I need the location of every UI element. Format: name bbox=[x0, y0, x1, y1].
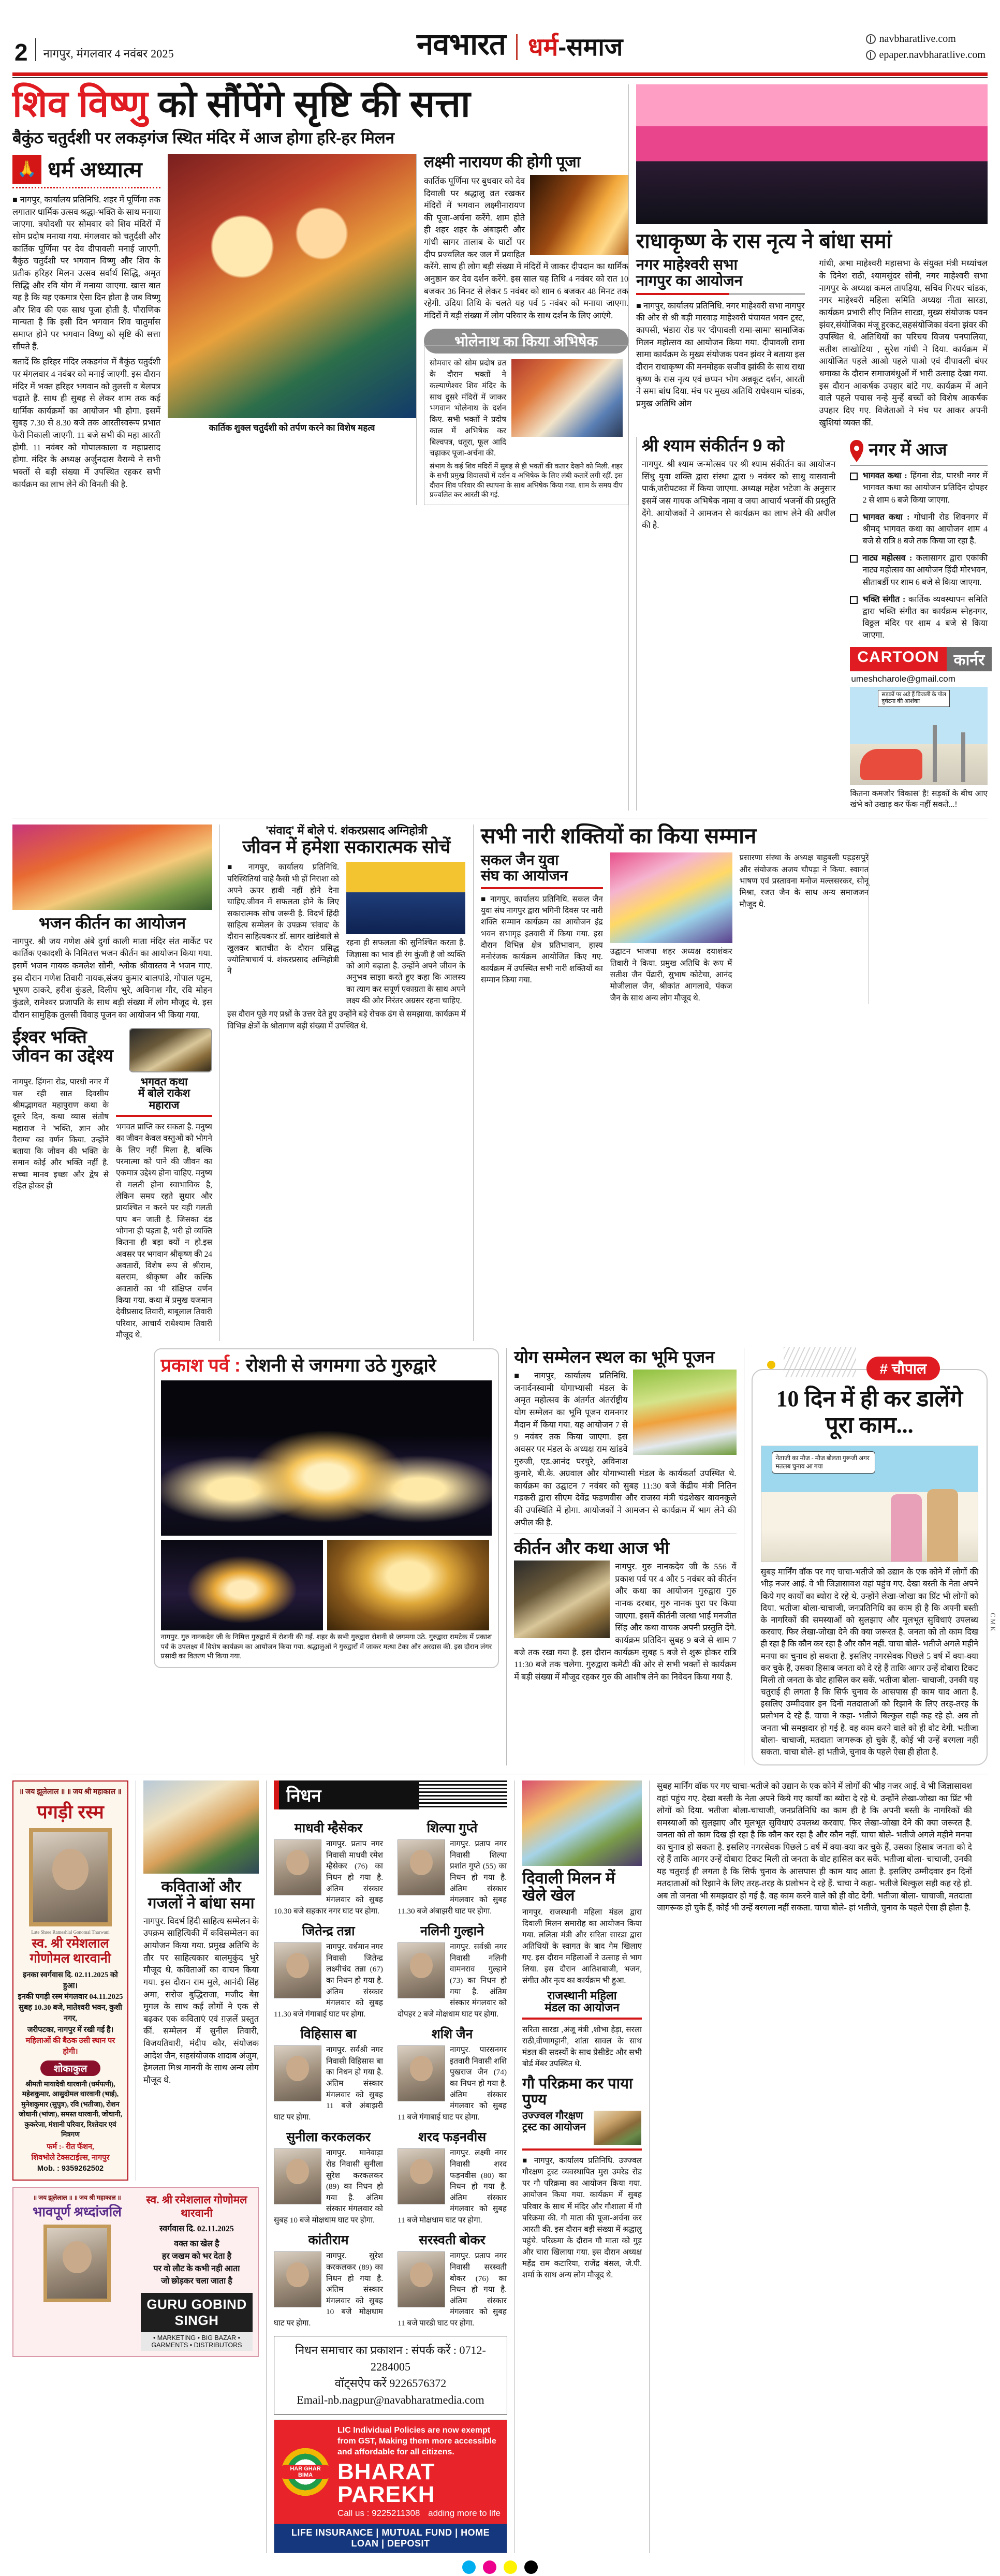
prakash-label-red: प्रकाश पर्व : bbox=[160, 1355, 241, 1376]
list-item[interactable] bbox=[850, 552, 988, 588]
right-top-block bbox=[628, 84, 988, 811]
section-title bbox=[528, 30, 623, 63]
nagar-aaj-list bbox=[850, 470, 988, 641]
obit-text: नागपुर. सर्वश्री नगर निवासी विहिसास बा का निधन हो गया है. अंतिम संस्कार मंगलवार को सुबह 11 बजे अंबाझरी घाट पर होगा. bbox=[274, 2045, 383, 2122]
cmyk-yellow bbox=[504, 2560, 517, 2574]
memorial-1-shok-badge: शोकाकुल bbox=[40, 2060, 101, 2076]
memorial-1-photo-caption: Late Shree Rameshlal Gonomal Tharwani bbox=[31, 1930, 110, 1935]
bhajan-body: नागपुर. श्री जय गणेश अंबे दुर्गा काली माता मंदिर संत मार्केट पर कार्तिक एकादशी के निमितत्त भजन कीर्तन का आयोजन किया गया. इसमें भजन गायक कमलेश सोनी, श्लोक श्रीवास्तव ने भजन गाए. इस दौरान गणेश तिवारी नायक,संजय कुमार बालपांडे, गोपाल पट्टम, भूषण ठाकरे, हरीश कुंडले, दिलीप भुरे, अविनाश गौर, रवि मोहन कुंडले, रामेश्वर प्रजापति के साथ बड़ी संख्या में लोग मौजूद थे. इस दौरान सामुहिक तुलसी विवाह पूजन का आयोजन भी किया गया. bbox=[12, 936, 212, 1020]
obituary-entry bbox=[274, 1922, 383, 2020]
chaupal-artwork bbox=[761, 1446, 979, 1562]
memorial-1-photo bbox=[29, 1828, 112, 1926]
ishwar-kicker-3: महाराज bbox=[149, 1099, 180, 1111]
event-label: भागवत कथा : bbox=[862, 472, 907, 481]
memorial-1-name: स्व. श्री रमेशलाल गोणोमल थारवानी bbox=[30, 1937, 111, 1966]
samvad-col-3: इस दौरान पूछे गए प्रश्नों के उत्तर देते हुए उन्होंने बड़े रोचक ढंग से समझाया. कार्यक्रम में विभिन्न क्षेत्रों के श्रोतागण बड़ी संख्या में उपस्थित थे. bbox=[227, 1010, 466, 1031]
event-text: गोधानी रोड शिवनगर में श्रीमद् भागवत कथा का आयोजन शाम 4 बजे से रात्रि 8 बजे तक किया जा रहा है. bbox=[862, 512, 988, 546]
samvad-block bbox=[219, 825, 473, 1341]
website-url[interactable]: navbharatlive.com bbox=[879, 33, 956, 45]
memorial-1-firm-2: शिवभोले टेक्सटाईल्स, नागपुर bbox=[31, 2153, 110, 2162]
shyam-body: नागपुर. श्री श्याम जन्मोत्सव पर श्री श्याम संकीर्तन का आयोजन सिंधु युवा शक्ति द्वारा संस्था द्वारा 9 नवंबर को साधु वासवानी पार्क,जरीपटका में किया जाएगा. अध्यक्ष महेश भटेजा के अनुसार इसमें जस गायक अभिषेक नामा व जया आचार्य भजनों की प्रस्तुति देंगे. आयोजकों ने आमजन से कार्यक्रम का लाभ लेने की अपील की है. bbox=[642, 459, 836, 531]
obit-name: नलिनी गुल्हाने bbox=[420, 1924, 484, 1939]
laxmi-body: कार्तिक पूर्णिमा पर बुधवार को देव दिवाली पर श्रद्धालु व्रत रखकर मंदिरों में भगवान लक्ष्मीनारायण की पूजा-अर्चना करेंगे. शाम होते ही शहर शहर के अंबाझरी और गांधी सागर तालाब के घाटों पर दीप प्रज्वलित कर जल में प्रवाहित करेंगे. साथ ही लोग बड़ी संख्या में मंदिरों में जाकर दीपदान का धार्मिक अनुष्ठान कर देव दर्शन करेंगे. इस साल यह तिथि 4 नवंबर को रात 10 बजकर 36 मिनट से लेकर 5 नवंबर को शाम 6 बजकर 48 मिनट तक रहेगी. उदिया तिथि के चलते यह पर्व 5 नवंबर को मनाया जाएगा. मंदिरों में बड़ी संख्या में लोग परिवार के साथ दर्शन के लिए आएंगे. bbox=[424, 175, 628, 320]
abhishek-photo bbox=[511, 359, 623, 437]
memorial-2-poem-1: वक्त का खेल है bbox=[174, 2239, 219, 2248]
masthead-center bbox=[174, 22, 866, 63]
nari-headline: सभी नारी शक्तियों का किया सम्मान bbox=[481, 823, 757, 848]
gurudwara-photo-2 bbox=[161, 1540, 323, 1630]
bharat-parekh-text bbox=[337, 2425, 501, 2519]
checkbox-icon bbox=[850, 596, 858, 604]
radha-col-1-body: ■ नागपुर, कार्यालय प्रतिनिधि. नगर माहेश्वरी सभा नागपुर की ओर से श्री बड़ी मारवाड़ माहेश्वरी पंचायत भवन ट्रस्ट, कापसी, भंडारा रोड पर 'दीपावली रामा-सामा' सामाजिक मिलन महोत्सव का आयोजन किया गया. दीपावली रामा सामा कार्यक्रम के मुख्य संयोजक पवन झंवर ने बताया इस दौरान राधाकृष्ण की मनमोहक सजीव झांकी के साथ राधा कृष्ण के रास नृत्य एवं छप्पन भोग अन्नकूट दर्शन, आरती ने समा बांध दिया. मंच पर मुख्य अतिथि राधेश्याम चांडक, प्रमुख अतिथि ओम bbox=[636, 300, 805, 408]
nari-col-1: ■ नागपुर, कार्यालय प्रतिनिधि. सकल जैन युवा संघ नागपुर द्वारा भगिनी दिवस पर नारी शक्ति सम्मान कार्यक्रम का आयोजन इंद्र भवन सभागृह इतवारी में किया गया. इस दौरान विभिन्न क्षेत्र प्रतिभावान, हास्य मनोरंजक कार्यक्रम आयोजित किए गए. कार्यक्रम में उपस्थित सभी नारी शक्तियों का सम्मान किया गया. bbox=[481, 894, 603, 985]
obituary-entry bbox=[398, 2128, 507, 2226]
radha-columns bbox=[636, 257, 988, 429]
memorial-1-family: श्रीमती मायादेवी थारवानी (धर्मपत्नी), महेशकुमार, आसुदोमल थारवानी (भाई), मुनेशकुमार (सुपुत्र), रवि (भतीजा), रोशन जोधानी (भांजा), समस्त थारवानी, जोधानी, कुकरेजा, मंशानी परिवार, रिश्तेदार एवं मित्रगण bbox=[19, 2080, 122, 2139]
cartoon-label-en: CARTOON bbox=[850, 647, 946, 671]
bholenath-header: भोलेनाथ का किया अभिषेक bbox=[424, 329, 628, 354]
memorial-2-photo bbox=[43, 2225, 111, 2302]
gau-body: ■ नागपुर, कार्यालय प्रतिनिधि. उज्ज्वल गौरक्षण ट्रस्ट व्यवस्थापित मुरा उमरेड रोड पर गौ परिक्रमा का आयोजन किया गया. आयोजन किया गया. कार्यक्रम में सुबह परिवार के साथ में मंदिर और गौशाला में गौ परिक्रमा की. गौ माता की पूजा-अर्चना कर आरती की. इस दौरान बड़ी संख्या में श्रद्धालु पहुंचे. परिक्रमा के दौरान गौ माता को गुड़ और चारा खिलाया गया. इस दौरान अध्यक्ष महेंद्र राम कटारिया, राजेंद्र बंसल, जे.पी. शर्मा के साथ अन्य लोग मौजूद थे. bbox=[522, 2156, 642, 2279]
nari-col-2: उद्घाटन भाजपा शहर अध्यक्ष दयाशंकर तिवारी ने किया. प्रमुख अतिथि के रूप में सतीश जैन पेंढारी, सुभाष कोटेचा, आनंद मोजीलाल जैन, श्रीकांत आगलावे, पंकज जैन के साथ अन्य लोग मौजूद थे. bbox=[610, 947, 732, 1003]
bhajan-headline: भजन कीर्तन का आयोजन bbox=[38, 914, 186, 932]
obituary-entry bbox=[274, 2025, 383, 2123]
chaupal-block bbox=[744, 1348, 988, 1765]
memorial-1-firm-1: फर्म :- रीत फॅशन, bbox=[47, 2142, 94, 2151]
bharat-parekh-services: LIFE INSURANCE | MUTUAL FUND | HOME LOAN | DEPOSIT bbox=[274, 2524, 507, 2553]
lead-col-1 bbox=[12, 154, 168, 505]
nagar-aaj-title: नगर में आज bbox=[869, 440, 947, 460]
diwali-kicker-2: मंडल का आयोजन bbox=[545, 2001, 620, 2014]
obit-text: नागपुर. सुरेश करकलकर (89) का निधन हो गया है. अंतिम संस्कार मंगलवार को सुबह 10 बजे मोक्षधाम घाट पर होगा. bbox=[274, 2251, 383, 2328]
memorial-1-col bbox=[12, 1780, 136, 2181]
edge-color-mark: CMK bbox=[989, 1613, 997, 1633]
lead-columns bbox=[12, 154, 628, 505]
prakash-block bbox=[154, 1348, 507, 1765]
checkbox-icon bbox=[850, 555, 858, 563]
yog-block bbox=[506, 1348, 743, 1765]
har-ghar-bima-logo bbox=[281, 2447, 330, 2497]
memorial-2-brand-sub: • MARKETING • BIG BAZAR • GARMENTS • DISTRIBUTORS bbox=[141, 2332, 253, 2351]
ishwar-body-row bbox=[12, 1077, 212, 1341]
samvad-kicker: 'संवाद' में बोले पं. शंकरप्रसाद अग्निहोत्री bbox=[266, 823, 428, 837]
event-label: नाट्य महोत्सव : bbox=[862, 554, 913, 563]
kavita-body: नागपुर. विदर्भ हिंदी साहित्य सम्मेलन के उपक्रम साहित्यिकी में कविसम्मेलन का आयोजन किया गया. प्रमुख अतिथि के तौर पर साहित्यकार बालमुकुंद भुरे मौजूद थे. कविताओं का वाचन किया गया. इस दौरान राम मुले, आनंदी सिंह अमा, सरोज बुद्धिराजा, मजीद बेग़ मुगल के साथ कई लोगों ने एक से बढ़कर एक कविताएं एवं ग़ज़लें प्रस्तुत कीं. सम्मेलन में सुनील तिवारी, विजयतिवारी, मंदीप कौर, संयोजक आदेश जैन, सहसंयोजक शादाब अंजुम, हेमलता मिश्र मानवी के साथ अन्य लोग मौजूद थे. bbox=[143, 1916, 259, 2085]
bharat-parekh-sub bbox=[337, 2508, 501, 2519]
obit-name: शिल्पा गुप्ते bbox=[427, 1821, 478, 1836]
kirtan-headline: कीर्तन और कथा आज भी bbox=[514, 1538, 670, 1558]
radha-redline bbox=[636, 293, 805, 295]
brand-separator bbox=[516, 34, 518, 60]
ishwar-kicker-2: में बोले राकेश bbox=[138, 1087, 190, 1100]
memorial-1-line-5: महिलाओं की बैठक उसी स्थान पर होगी। bbox=[25, 2036, 115, 2056]
nari-redline bbox=[481, 887, 603, 889]
obit-name: शशि जैन bbox=[431, 2027, 473, 2042]
nari-kicker-2: संघ का आयोजन bbox=[481, 867, 568, 884]
gau-photo bbox=[594, 2111, 641, 2145]
lead-body-2: बतादें कि हरिहर मंदिर लकडगंज में बैकुंठ चतुर्दशी पर मंगलवार 4 नवंबर को मनाई जाएगी. इस दौरान मंदिर में भक्त हरिहर भगवान को तुलसी व बेलपत्र चढ़ाते हैं. साथ ही सुबह से लेकर शाम तक कई धार्मिक कार्यक्रमों का आयोजन भी होगा. इसमें सुबह 7.30 से 8.30 बजे तक आरतीस्वरूप प्रभात फेरी निकाली जाएगी. 11 बजे सभी की महा आरती होगी. 11 नवंबर को गोपालकाला व महाप्रसाद होगा. मंदिर के अध्यक्ष अर्जुनदास वैराग्ये ने सभी भक्तों से बड़ी संख्या में उपस्थित रहकर सभी कार्यक्रम का लाभ लेने की विनती की है. bbox=[12, 357, 160, 489]
obit-portrait bbox=[274, 1942, 321, 1998]
obit-portrait bbox=[398, 1942, 445, 1998]
obituary-entry bbox=[398, 2231, 507, 2329]
bholenath-body: सोमवार को सोम प्रदोष व्रत के दौरान भक्तों ने कल्याणेश्वर शिव मंदिर के साथ दूसरे मंदिरों में जाकर भगवान भोलेनाथ के दर्शन किए. सभी भक्तों ने प्रदोष काल में अभिषेक कर बिल्वपत्र, धतूरा, फूल आदि चढ़ाकर पूजा-अर्चना की. bbox=[430, 359, 506, 458]
nari-kicker-1: सकल जैन युवा bbox=[481, 852, 559, 869]
nidhan-grid-2 bbox=[274, 2226, 507, 2329]
obit-name: कांतीराम bbox=[308, 2233, 349, 2248]
diwali-lead: नागपुर. राजस्थानी महिला मंडल द्वारा दिवाली मिलन समारोह का आयोजन किया गया. ललिता मंत्री और सरिता सारडा द्वारा अतिथियों के स्वागत के बाद गेम खिलाए गए. इस दौरान महिलाओं ने उत्साह से भाग लिया. इस दौरान आतिशबाजी, भजन, संगीत और नृत्य का कार्यक्रम भी हुआ. bbox=[522, 1907, 642, 1985]
ishwar-head-row bbox=[12, 1028, 212, 1072]
radha-kicker-2: नागपुर का आयोजन bbox=[636, 273, 743, 290]
ishwar-headline-1: ईश्वर भक्ति bbox=[12, 1027, 87, 1048]
bholenath-block bbox=[424, 329, 628, 505]
gurudwara-photo-row bbox=[161, 1540, 492, 1630]
memorial-2-jai: ॥ जय झूलेलाल ॥ ॥ जय श्री महाकाल ॥ bbox=[33, 2194, 121, 2202]
epaper-row[interactable] bbox=[866, 47, 986, 63]
cmyk-registration-marks bbox=[12, 2553, 988, 2576]
cartoon-artwork bbox=[850, 687, 988, 785]
nari-columns bbox=[481, 852, 988, 1004]
cartoon-email[interactable]: umeshcharole@gmail.com bbox=[851, 673, 955, 684]
shyam-block bbox=[636, 437, 843, 811]
obit-name: विहिसास बा bbox=[300, 2027, 357, 2042]
obit-portrait bbox=[274, 2251, 321, 2307]
ishwar-kicker-1: भगवत कथा bbox=[140, 1076, 188, 1088]
maheshwari-stage-photo bbox=[636, 84, 988, 224]
diya-photo bbox=[530, 175, 628, 255]
memorial-2-brand: GURU GOBIND SINGH bbox=[141, 2293, 253, 2332]
masthead-red-rule bbox=[12, 72, 988, 76]
katha-photo bbox=[129, 1028, 212, 1072]
lead-headline-black: को सौंपेंगे सृष्टि की सत्ता bbox=[148, 83, 470, 125]
electric-pole-icon bbox=[933, 725, 937, 782]
nagar-aaj-header bbox=[850, 437, 988, 461]
nidhan-header bbox=[274, 1780, 507, 1809]
obit-portrait bbox=[398, 2251, 445, 2307]
globe-icon bbox=[866, 34, 876, 44]
memorial-2-name: स्व. श्री रमेशलाल गोणोमल थारवानी bbox=[146, 2194, 247, 2220]
laxmi-headline: लक्ष्मी नारायण की होगी पूजा bbox=[424, 154, 581, 171]
obit-portrait bbox=[274, 1839, 321, 1895]
obituary-entry bbox=[274, 1819, 383, 1917]
brand-logo[interactable]: नवभारत bbox=[416, 27, 506, 61]
villagers-doodle-icon bbox=[784, 1347, 856, 1377]
lead-photo-col bbox=[168, 154, 416, 505]
radha-col-2-body: गांधी, अभा माहेश्वरी महासभा के संयुक्त मंत्री मध्यांचल के दिनेश राठी, श्यामसुंदर सोनी, नगर माहेश्वरी सभा नागपुर के अध्यक्ष कमल तापड़िया, सचिव गिरधर चांडक, नगर माहेश्वरी महिला समिति अध्यक्ष नीता सारडा, कार्यक्रम प्रभारी सीए नितिन सारडा, मुख्य संयोजक पवन झंवर,संयोजिका मंजू हुरकट,सहसंयोजिका वंदना झंवर की उपस्थित थे. अतिथियों का परिचय विजय पनपालिया, सतीश लाखोटिया , सुरेश गांधी ने दिया. कार्यक्रम में आयोजित पहले आओ पहले पाओ एवं दीपावली बंपर धमाका के दौरान समाजबंधुओं में भारी उत्साह देखा गया. इस दौरान आकर्षक उपहार बांटे गए. कार्यक्रम में आने वाले पहले पचास नन्हे मुन्हें बच्चों को विशेष आकर्षक उपहार दिए गए. विजेताओं ने मंच पर आकर अपनी खुशियां व्यक्त कीं. bbox=[819, 258, 988, 428]
event-text: हिंगना रोड, पारधी नगर में भागवत कथा का आयोजन प्रतिदिन दोपहर 2 से शाम 6 बजे किया जाएगा. bbox=[862, 472, 988, 505]
obit-text: नागपुर. प्रताप नगर निवासी शिल्पा प्रशांत गुप्ते (55) का निधन हो गया है. अंतिम संस्कार मंगलवार को सुबह 11.30 बजे अंबाझरी घाट पर होगा. bbox=[398, 1839, 507, 1916]
prakash-label-black: रोशनी से जगमगा उठे गुरुद्वारे bbox=[240, 1355, 436, 1376]
chaupal-figure-1 bbox=[891, 1494, 922, 1562]
cartoon-block bbox=[850, 647, 988, 811]
nidhan-contact-line-1: निधन समाचार का प्रकाशन : संपर्क करें : 0712-2284005 bbox=[295, 2344, 486, 2374]
dharma-adhyatm-label bbox=[12, 154, 160, 184]
obit-portrait bbox=[274, 2148, 321, 2204]
obit-name: सुनीला करकलकर bbox=[286, 2130, 371, 2145]
memorial-2-poem-4: जो छोड़कर चला जाता है bbox=[161, 2276, 232, 2286]
har-ghar-bima-text: HAR GHAR BIMA bbox=[281, 2465, 330, 2479]
bharat-parekh-top bbox=[274, 2420, 507, 2524]
chaupal-tag: # चौपाल bbox=[866, 1357, 940, 1380]
samvad-col-2: रहना ही सफलता की सुनिश्चित करता है. जिज्ञासा का भाव ही रंग कुंजी है जो व्यक्ति को आगे बढ़ाता है. उन्होंने अपने जीवन के अनुभव साझा करते हुए कहा कि आलस्य का त्याग कर सपूर्ण एकाग्रता के साथ अपने लक्ष्य की ओर निरंतर अग्रसर रहना चाहिए. bbox=[346, 938, 465, 1005]
memorial-1-jai: ॥ जय झूलेलाल ॥ ॥ जय श्री महाकाल ॥ bbox=[19, 1788, 122, 1797]
band2-left bbox=[12, 825, 219, 1341]
masthead-thin-rule bbox=[12, 77, 988, 78]
cmyk-black bbox=[524, 2560, 538, 2574]
lead-headline-red: शिव विष्णु bbox=[12, 83, 148, 125]
list-item[interactable] bbox=[850, 511, 988, 548]
nidhan-col-1 bbox=[274, 1815, 390, 2226]
kavita-photo bbox=[143, 1780, 259, 1874]
obituary-entry bbox=[398, 1819, 507, 1917]
bharat-parekh-call[interactable]: Call us : 9225211308 bbox=[337, 2508, 420, 2519]
obit-text: नागपुर. प्रताप नगर निवासी माधवी रमेश म्हैसेकर (76) का निधन हो गया है. अंतिम संस्कार मंगलवार को सुबह 10.30 बजे सहकार नगर घाट पर होगा. bbox=[274, 1839, 383, 1916]
cartoon-caption: कितना कमजोर 'विकास' है! सड़कों के बीच आए खंभे को उखाड़ कर फेंक नहीं सकते...! bbox=[850, 789, 988, 809]
diwali-milan-photo bbox=[522, 1780, 642, 1866]
bharat-parekh-name: BHARAT PAREKH bbox=[337, 2459, 435, 2508]
bharat-parekh-tagline: adding more to life bbox=[428, 2508, 501, 2519]
band3-spacer bbox=[12, 1348, 154, 1765]
chaupal-continuation bbox=[649, 1780, 972, 2553]
obit-text: नागपुर. लक्ष्मी नगर निवासी शरद फड़नवीस (80) का निधन हो गया है. अंतिम संस्कार मंगलवार को सुबह 11 बजे मोक्षधाम घाट पर होगा. bbox=[398, 2148, 507, 2225]
chaupal-dot-icon bbox=[767, 1361, 775, 1369]
laxmi-block bbox=[416, 154, 628, 505]
nari-col-3: प्रसारणा संस्था के अध्यक्ष बाहुबली पहड़सपुरे और संयोजक अजय चौपड़ा ने किया. स्वागत भाषण एवं प्रस्तावना मनोज मल्लसरकर, सोनू मिश्रा, रजत जैन के साथ अन्य समाजजन मौजूद थे. bbox=[739, 853, 869, 909]
obit-text: नागपुर. पारसनगर इतवारी निवासी शशि पुखराज जैन (74) का निधन हो गया है. अंतिम संस्कार मंगलवार को सुबह 11 बजे गंगाबाई घाट पर होगा. bbox=[398, 2045, 507, 2122]
cmyk-cyan bbox=[462, 2560, 476, 2574]
obit-name: सरस्वती बोकर bbox=[419, 2233, 486, 2248]
prakash-caption: नागपुर. गुरु नानकदेव जी के निमित्त गुरुद्वारों में रोशनी की गई. शहर के सभी गुरुद्वारा रोशनी से जगमगा उठे. गुरुद्वारा रामटेक में प्रकाश पर्व के उपलक्ष्य में विशेष कार्यक्रम का आयोजन किया गया. श्रद्धालुओं ने गुरुद्वारों में जाकर मत्था टेका और अरदास की. इस दौरान लंगर प्रसादी का वितरण भी किया गया. bbox=[160, 1633, 492, 1660]
obituary-entry bbox=[274, 2231, 383, 2329]
section-title-black: -समाज bbox=[558, 34, 623, 61]
band-3 bbox=[12, 1348, 988, 1765]
globe-icon bbox=[866, 50, 876, 60]
obituary-entry bbox=[274, 2128, 383, 2226]
nidhan-block bbox=[266, 1780, 514, 2553]
obit-name: माधवी म्हैसेकर bbox=[294, 1821, 363, 1836]
memorial-1-line-3: सुबह 10.30 बजे, मातेश्वरी भवन, कुशी नगर, bbox=[19, 2004, 122, 2023]
ishwar-col-2: भगवत प्राप्ति कर सकता है. मनुष्य का जीवन केवल वस्तुओं को भोगने के लिए नहीं मिला है, बल्कि परमात्मा को पाने की जीवन का एकमात्र उद्देश्य होना चाहिए. मनुष्य से गलती होना स्वाभाविक है, लेकिन समय रहते सुधार और प्रायश्चित न करने पर यही गलती पाप बन जाती है. जिसका दंड भोगना ही पड़ता है, भरी हो व्यक्ति कितना ही बड़ा क्यों न हो.इस अवसर पर भगवान श्रीकृष्ण की 24 अवतारों, विशेष रूप से श्रीराम, बलराम, श्रीकृष्ण और कल्कि अवतारों का भी संक्षिप्त वर्णन किया गया. कथा में प्रमुख यजमान देवीप्रसाद तिवारी, बाबूलाल तिवारी परिवार, आचार्य राधेश्याम तिवारी मौजूद थे. bbox=[116, 1122, 212, 1339]
chaupal-body: सुबह मार्निंग वॉक पर गए चाचा-भतीजे को उद्यान के एक कोने में लोगों की भीड़ नजर आई. वे भी जिज्ञासावश वहां पहुंच गए. देखा बस्ती के नेता अपने किये गए कार्यों का ब्योरा दे रहे थे. उन्होंने लेखा-जोखा का प्रिंट भी लोगों को दिया. भतीजा बोला-चाचाजी, जनप्रतिनिधि का काम ही है कि अपनी बस्ती के नागरिकों की समस्याओं को सुलझाए और मूलभूत सुविधाएं उपलब्ध करवाए. फिर लेखा-जोखा देने की क्या जरूरत है. जनता को तो काम दिख ही रहा है कि कौन कर रहा है और कौन नहीं. चाचा बोले- भतीजे अगले महीने मनपा का चुनाव हो सकता है. इसलिए नगरसेवक पिछले 5 वर्ष में क्या-क्या कर चुके हैं, उसका हिसाब जनता को दे रहे हैं ताकि आगर उन्हें दोबारा टिकट मिली तो जनता के वोट हासिल कर सकें. भतीजा बोला- चाचाजी, उनकी यह चतुराई ही लगता है कि सिर्फ चुनाव के आसपास ही काम याद आता है. इसलिए उम्मीदवार इन दिनों मतदाताओं को रिझाने के लिए तरह-तरह के प्रलोभन दे रहे हैं. चाचा ने कहा- भतीजे बिल्कुल सही कह रहे हो. अब तो जनता भी समझदार हो गई है. वह काम करने वाले को ही वोट देगी. भतीजा बोला- चाचाजी, मतदाता जागरूक हो चुके हैं, कोई भी उन्हें बरगला नहीं सकता. चाचा बोले- हां भतीजे, चुनाव के पहले ऐसा ही होता है. bbox=[760, 1568, 978, 1757]
memorial-2-poem-2: हर जखम को भर देता है bbox=[161, 2251, 231, 2261]
event-text: कार्तिक व्यवस्थापन समिति द्वारा भक्ति संगीत का कार्यक्रम स्नेहनगर, विठ्ठल मंदिर पर शाम 4 बजे से किया जाएगा. bbox=[862, 595, 988, 640]
samvad-col-1: ■ नागपुर, कार्यालय प्रतिनिधि. परिस्थितियां चाहे कैसी भी हों निराशा को अपने ऊपर हावी नहीं होने देना चाहिए.जीवन में सफलता होने के लिए सकारात्मक सोच जरूरी है. विदर्भ हिंदी साहित्य सम्मेलन के उपक्रम 'संवाद' के दौरान साहित्यकार डॉ. सागर खांडेवाले से खुलकर बातचीत के दौरान प्रसिद्ध ज्योतिषाचार्य पं. शंकरप्रसाद अग्निहोत्री ने bbox=[227, 863, 339, 976]
obit-text: नागपुर. वर्धमान नगर निवासी जितेन्द्र लक्ष्मीचंद तन्ना (67) का निधन हो गया है. अंतिम संस्कार मंगलवार को सुबह 11.30 बजे गंगाबाई घाट पर होगा. bbox=[274, 1942, 383, 2019]
memorial-1-line-1: इनका स्वर्गवास दि. 02.11.2025 को हुआ। bbox=[23, 1970, 118, 1990]
bharat-parekh-note: LIC Individual Policies are now exempt from GST, Making them more accessible and affordable for all citizens. bbox=[337, 2426, 496, 2456]
kavita-headline-2: गजलों ने बांधा समा bbox=[148, 1895, 255, 1912]
shyam-headline: श्री श्याम संकीर्तन 9 को bbox=[642, 436, 785, 455]
top-band bbox=[12, 84, 988, 811]
cartoon-header bbox=[850, 647, 988, 671]
memorial-2-date: स्वर्गवास दि. 02.11.2025 bbox=[159, 2224, 234, 2233]
memorial-1-line-4: जरीपटका, नागपुर में रखी गई है। bbox=[27, 2025, 114, 2034]
radha-headline: राधाकृष्ण के रास नृत्य ने बांधा समां bbox=[636, 230, 892, 253]
kavita-headline-1: कविताओं और bbox=[161, 1878, 241, 1896]
radha-kicker-1: नगर माहेश्वरी सभा bbox=[636, 257, 738, 274]
chaupal-body-cont: सुबह मार्निंग वॉक पर गए चाचा-भतीजे को उद्यान के एक कोने में लोगों की भीड़ नजर आई. वे भी जिज्ञासावश वहां पहुंच गए. देखा बस्ती के नेता अपने किये गए कार्यों का ब्योरा दे रहे थे. उन्होंने लेखा-जोखा का प्रिंट भी लोगों को दिया. भतीजा बोला-चाचाजी, जनप्रतिनिधि का काम ही है कि अपनी बस्ती के नागरिकों की समस्याओं को सुलझाए और मूलभूत सुविधाएं उपलब्ध करवाए. फिर लेखा-जोखा देने की क्या जरूरत है. जनता को तो काम दिख ही रहा है कि कौन कर रहा है और कौन नहीं. चाचा बोले- भतीजे अगले महीने मनपा का चुनाव हो सकता है. इसलिए नगरसेवक पिछले 5 वर्ष में क्या-क्या कर चुके हैं, उसका हिसाब जनता को दे रहे हैं ताकि आगर उन्हें दोबारा टिकट मिली तो जनता के वोट हासिल कर सकें. भतीजा बोला- चाचाजी, उनकी यह चतुराई ही लगता है कि सिर्फ चुनाव के आसपास ही काम याद आता है. इसलिए उम्मीदवार इन दिनों मतदाताओं को रिझाने के लिए तरह-तरह के प्रलोभन दे रहे हैं. चाचा ने कहा- भतीजे बिल्कुल सही कह रहे हो. अब तो जनता भी समझदार हो गई है. वह काम करने वाले को ही वोट देगी. भतीजा बोला- चाचाजी, मतदाता जागरूक हो चुके हैं, कोई भी उन्हें बरगला नहीं सकता. चाचा बोले- हां भतीजे, चुनाव के पहले ऐसा ही होता है. bbox=[657, 1782, 972, 1913]
epaper-url[interactable]: epaper.navbharatlive.com bbox=[879, 49, 986, 61]
obituary-entry bbox=[398, 1922, 507, 2020]
prakash-box bbox=[154, 1348, 499, 1668]
obit-text: नागपुर. मानेवाड़ा रोड निवासी सुनीला सुरेश करकलकर (89) का निधन हो गया है. अंतिम संस्कार मंगलवार को सुबह 10 बजे मोक्षधाम घाट पर होगा. bbox=[274, 2148, 383, 2225]
diwali-tail: सरिता सारडा ,अंजू मंत्री ,शोभा हेड़ा, सरला राठी,वीणागट्टानी, शांता सावल के साथ मंडल की सदस्यों के साथ प्रेसीडेंट और सभी बोर्ड मेंबर उपस्थित थे. bbox=[522, 2025, 642, 2068]
ishwar-col-1: नागपुर. हिंगना रोड, पारधी नगर में चल रही सात दिवसीय श्रीमद्भागवत महापुराण कथा के दूसरे दिन, कथा व्यास संतोष महाराज ने 'भक्ति, ज्ञान और वैराग्य' का वर्णन किया. उन्होंने बताया कि जीवन की भक्ति के समान कोई और भक्ति नहीं है. सच्चा मानव इच्छा और द्वेष से रहित होकर ही bbox=[12, 1078, 109, 1191]
gau-kicker-1: उज्ज्वल गौरक्षण bbox=[522, 2110, 583, 2122]
checkbox-icon bbox=[850, 514, 858, 522]
diwali-redline bbox=[522, 2018, 642, 2020]
chaupal-title: 10 दिन में ही कर डालेंगे पूरा काम... bbox=[776, 1386, 963, 1438]
kirtan-side bbox=[869, 852, 988, 1004]
nagar-aaj-block bbox=[843, 437, 988, 811]
lead-subhead: बैकुंठ चतुर्दशी पर लकड़गंज स्थित मंदिर में आज होगा हरि-हर मिलन bbox=[12, 129, 394, 148]
obituary-entry bbox=[398, 2025, 507, 2123]
nidhan-col-4 bbox=[390, 2226, 507, 2329]
memorial-1-title: पगड़ी रस्म bbox=[37, 1801, 104, 1823]
radha-col-1 bbox=[636, 257, 812, 429]
masthead-dateline: नागपुर, मंगलवार 4 नवंबर 2025 bbox=[43, 47, 174, 60]
event-label: भागवत कथा : bbox=[862, 512, 910, 522]
masthead bbox=[12, 0, 988, 67]
electric-pole-icon bbox=[961, 732, 965, 782]
kavita-col bbox=[136, 1780, 259, 2181]
ishwar-headline-2: जीवन का उद्देश्य bbox=[12, 1046, 113, 1066]
kavita-mem-row bbox=[12, 1780, 259, 2181]
nagar-aaj-rule bbox=[850, 465, 988, 466]
yog-headline: योग सम्मेलन स्थल का भूमि पूजन bbox=[514, 1347, 715, 1367]
samvad-columns bbox=[227, 862, 466, 1007]
memorial-ad-1 bbox=[12, 1780, 128, 2181]
nidhan-contact-line-3[interactable]: Email-nb.nagpur@navabharatmedia.com bbox=[297, 2393, 484, 2407]
memorial-ad-2 bbox=[12, 2187, 259, 2357]
namaste-icon: 🙏 bbox=[12, 155, 41, 184]
nidhan-col-2 bbox=[390, 1815, 507, 2226]
list-item[interactable] bbox=[850, 594, 988, 642]
diwali-gau-block bbox=[514, 1780, 649, 2553]
ishwar-redline bbox=[116, 1115, 212, 1117]
gurudwara-photo-3 bbox=[327, 1540, 489, 1630]
deity-photo-caption: कार्तिक शुक्ल चतुर्दशी को तर्पण करने का विशेष महत्व bbox=[209, 423, 375, 433]
gau-headline: गौ परिक्रमा कर पाया पुण्य bbox=[522, 2075, 633, 2108]
portrait-image bbox=[33, 1832, 108, 1922]
nidhan-contact-line-2: वॉट्सऐप करें 9226576372 bbox=[334, 2377, 447, 2390]
chaupal-box bbox=[752, 1361, 988, 1765]
kirtan-body: नागपुर. गुरु नानकदेव जी के 556 वें प्रकाश पर्व पर 4 और 5 नवंबर को कीर्तन और कथा का आयोजन गुरुद्वारा गुरु नानक दरबार, गुरु नानक पुरा पर किया जाएगा. इसमें कीर्तनी जत्था भाई मनजीत सिंह और कथा वाचक अपनी प्रस्तुति देंगे. कार्यक्रम प्रतिदिन सुबह 9 बजे से शाम 7 बजे तक रखा गया है. इस दौरान कार्यक्रम सुबह 5 बजे से शुरू होकर रात्रि 11:30 बजे तक चलेगा. गुरुद्वारा कमेटी की ओर से सभी भक्तों से कार्यक्रम में बड़ी संख्या में मौजूद रहकर गुरु की आशीष लेने का निवेदन किया गया है. bbox=[514, 1562, 737, 1682]
gurudwara-photo-main bbox=[161, 1380, 492, 1536]
list-item[interactable] bbox=[850, 470, 988, 506]
kirtan-photo bbox=[514, 1561, 610, 1638]
band-4 bbox=[12, 1780, 988, 2553]
nidhan-red-bar bbox=[274, 1780, 279, 1809]
chaupal-figure-2 bbox=[927, 1489, 958, 1562]
obit-portrait bbox=[398, 2148, 445, 2204]
gau-redline bbox=[522, 2148, 642, 2151]
radha-col-2 bbox=[812, 257, 988, 429]
memorial-2-poem-3: पर वो लौट के कभी नही आता bbox=[153, 2264, 240, 2273]
samvad-photo bbox=[346, 862, 465, 934]
nidhan-col-3 bbox=[274, 2226, 390, 2329]
nidhan-title: निधन bbox=[279, 1780, 419, 1809]
nari-photo bbox=[610, 852, 732, 943]
yog-body: ■ नागपुर, कार्यालय प्रतिनिधि. जनार्दनस्वामी योगाभ्यासी मंडल के अमृत महोत्सव के अंतर्गत अंतर्राष्ट्रीय योग सम्मेलन का भूमि पूजन रामनगर मैदान में किया गया. यह आयोजन 7 से 9 नवंबर तक किया जाएगा. इस अवसर पर मंडल के अध्यक्ष राम खांडवे गुरुजी, एड.आनंद परचुरे, अविनाश कुमारे, बी.के. अग्रवाल और योगाभ्यासी मंडल के कार्यकर्ता उपस्थित थे. कार्यक्रम का उद्घाटन 7 नवंबर को सुबह 11:30 बजे केंद्रीय मंत्री नितिन गडकरी द्वारा सीएम देवेंद्र फडणवीस और राजस्व मंत्री चंद्रशेखर बावनकुले की उपस्थिति में होगा. आयोजकों ने आमजन से कार्यक्रम में भाग लेने की अपील की है. bbox=[514, 1371, 737, 1527]
scooter-icon bbox=[860, 749, 922, 780]
cartoon-speech-bubble bbox=[878, 690, 950, 708]
diwali-headline: दिवाली मिलन में खेले खेल bbox=[522, 1869, 615, 1905]
obit-portrait bbox=[398, 2045, 445, 2101]
nidhan-stripe-decor bbox=[419, 1780, 507, 1809]
memorial-1-mobile: Mob. : 9359262502 bbox=[37, 2164, 104, 2173]
cartoon-label-hi: कार्नर bbox=[947, 647, 992, 671]
diwali-kicker-1: राजस्थानी महिला bbox=[547, 1989, 617, 2003]
obit-portrait bbox=[274, 2045, 321, 2101]
event-label: भक्ति संगीत : bbox=[862, 595, 906, 604]
website-row[interactable] bbox=[866, 31, 986, 47]
nidhan-contact-box bbox=[274, 2336, 507, 2415]
ishwar-block bbox=[12, 1028, 212, 1341]
masthead-right bbox=[866, 31, 986, 63]
cmyk-magenta bbox=[483, 2560, 496, 2574]
dotted-rule bbox=[12, 187, 160, 188]
gau-head-row bbox=[522, 2111, 642, 2145]
band4-left bbox=[12, 1780, 266, 2553]
checkbox-icon bbox=[850, 473, 858, 480]
masthead-divider bbox=[35, 38, 36, 61]
lead-headline bbox=[12, 84, 628, 124]
memorial-2-title: भावपूर्ण श्रध्दांजलि bbox=[32, 2204, 122, 2220]
nari-block bbox=[473, 825, 988, 1341]
lead-block bbox=[12, 84, 628, 811]
chaupal-speech-bubble: नेताजी का मौज - मौज बोलता गुरूजी अगर मतलब चुनाव आ गया bbox=[772, 1451, 875, 1474]
memorial-1-line-2: इनकी पगड़ी रस्म मंगलवार 04.11.2025 bbox=[18, 1993, 123, 2001]
nidhan-grid bbox=[274, 1815, 507, 2226]
cartoon-art-text-2: दुर्घटना की आशंका bbox=[881, 698, 920, 705]
cartoon-art-text-1: सड़कों पर अड़े हैं बिजली के पोल bbox=[881, 691, 947, 698]
event-text: कलासागर द्वारा एकांकी नाट्य महोत्सव का आयोजन हिंदी मोरभवन, सीताबर्डी पर शाम 6 बजे से किया जाएगा. bbox=[862, 554, 988, 587]
dharma-adhyatm-title: धर्म अध्यात्म bbox=[48, 157, 142, 182]
band-2 bbox=[12, 825, 988, 1341]
memorial-2-row bbox=[19, 2193, 253, 2351]
yog-photo bbox=[633, 1370, 737, 1455]
bholenath-box bbox=[424, 345, 628, 505]
section-title-red: धर्म bbox=[528, 34, 558, 61]
location-pin-icon bbox=[850, 440, 863, 458]
deity-photo bbox=[168, 154, 416, 418]
samvad-headline: जीवन में हमेशा सकारात्मक सोचें bbox=[242, 837, 451, 858]
prakash-headline bbox=[161, 1356, 492, 1375]
obit-text: नागपुर. प्रताप नगर निवासी सरस्वती बोकर (76) का निधन हो गया है. अंतिम संस्कार मंगलवार को सुबह 11 बजे पारडी घाट पर होगा. bbox=[398, 2251, 507, 2328]
obit-text: नागपुर. सर्वश्री नगर निवासी नलिनी वामनराव गुल्हाने (73) का निधन हो गया है. अंतिम संस्कार मंगलवार को दोपहर 2 बजे मोक्षधाम घाट पर होगा. bbox=[398, 1942, 507, 2019]
portrait-image bbox=[47, 2228, 107, 2299]
gau-kicker-2: ट्रस्ट का आयोजन bbox=[522, 2121, 586, 2133]
bhajan-photo bbox=[12, 825, 212, 910]
obit-name: जितेन्द्र तन्ना bbox=[302, 1924, 355, 1939]
lead-body-1: ■ नागपुर, कार्यालय प्रतिनिधि. शहर में पूर्णिमा तक लगातार धार्मिक उत्सव श्रद्धा-भक्ति के साथ मनाया जाएगा. त्रयोदशी पर सोमवार को शिव मंदिरों में सोम प्रदोष मनाया गया. मंगलवार को चतुर्दशी और कार्तिक पूर्णिमा पर देव दीपावली मनाई जाएगी. बैकुंठ चतुर्दशी पर भगवान विष्णु और शिव के प्रतीक हरिहर मिलन उत्सव सर्वार्थ सिद्धि, अमृत सिद्धि और रवि योग में मनाया जाएगा. खास बात यह है कि यह एकमात्र ऐसा दिन होता है जब विष्णु और शिव की एक साथ पूजा होती है. पौराणिक मान्यता है कि इसी दिन भगवान शिव चातुर्मास समाप्त होने पर भगवान विष्णु को सृष्टि की सत्ता सौंपते हैं. bbox=[12, 195, 160, 351]
shyam-nagar-row bbox=[636, 437, 988, 811]
bharat-parekh-ad[interactable] bbox=[274, 2420, 507, 2553]
bholenath-caption: संभाग के कई शिव मंदिरों में सुबह से ही भक्तों की कतार देखने को मिली. शहर के सभी प्रमुख शिवालयों में दर्शन व अभिषेक के लिए लंबी कतारें लगी रहीं. इस दौरान शिव परिवार की स्थापना के साथ अभिषेक किया गया. शाम के समय दीप प्रज्वलित कर आरती की गई. bbox=[430, 462, 623, 498]
obit-name: शरद फड़नवीस bbox=[418, 2130, 487, 2145]
obit-portrait bbox=[398, 1839, 445, 1895]
page-number: 2 bbox=[14, 38, 28, 66]
masthead-left bbox=[14, 38, 174, 66]
